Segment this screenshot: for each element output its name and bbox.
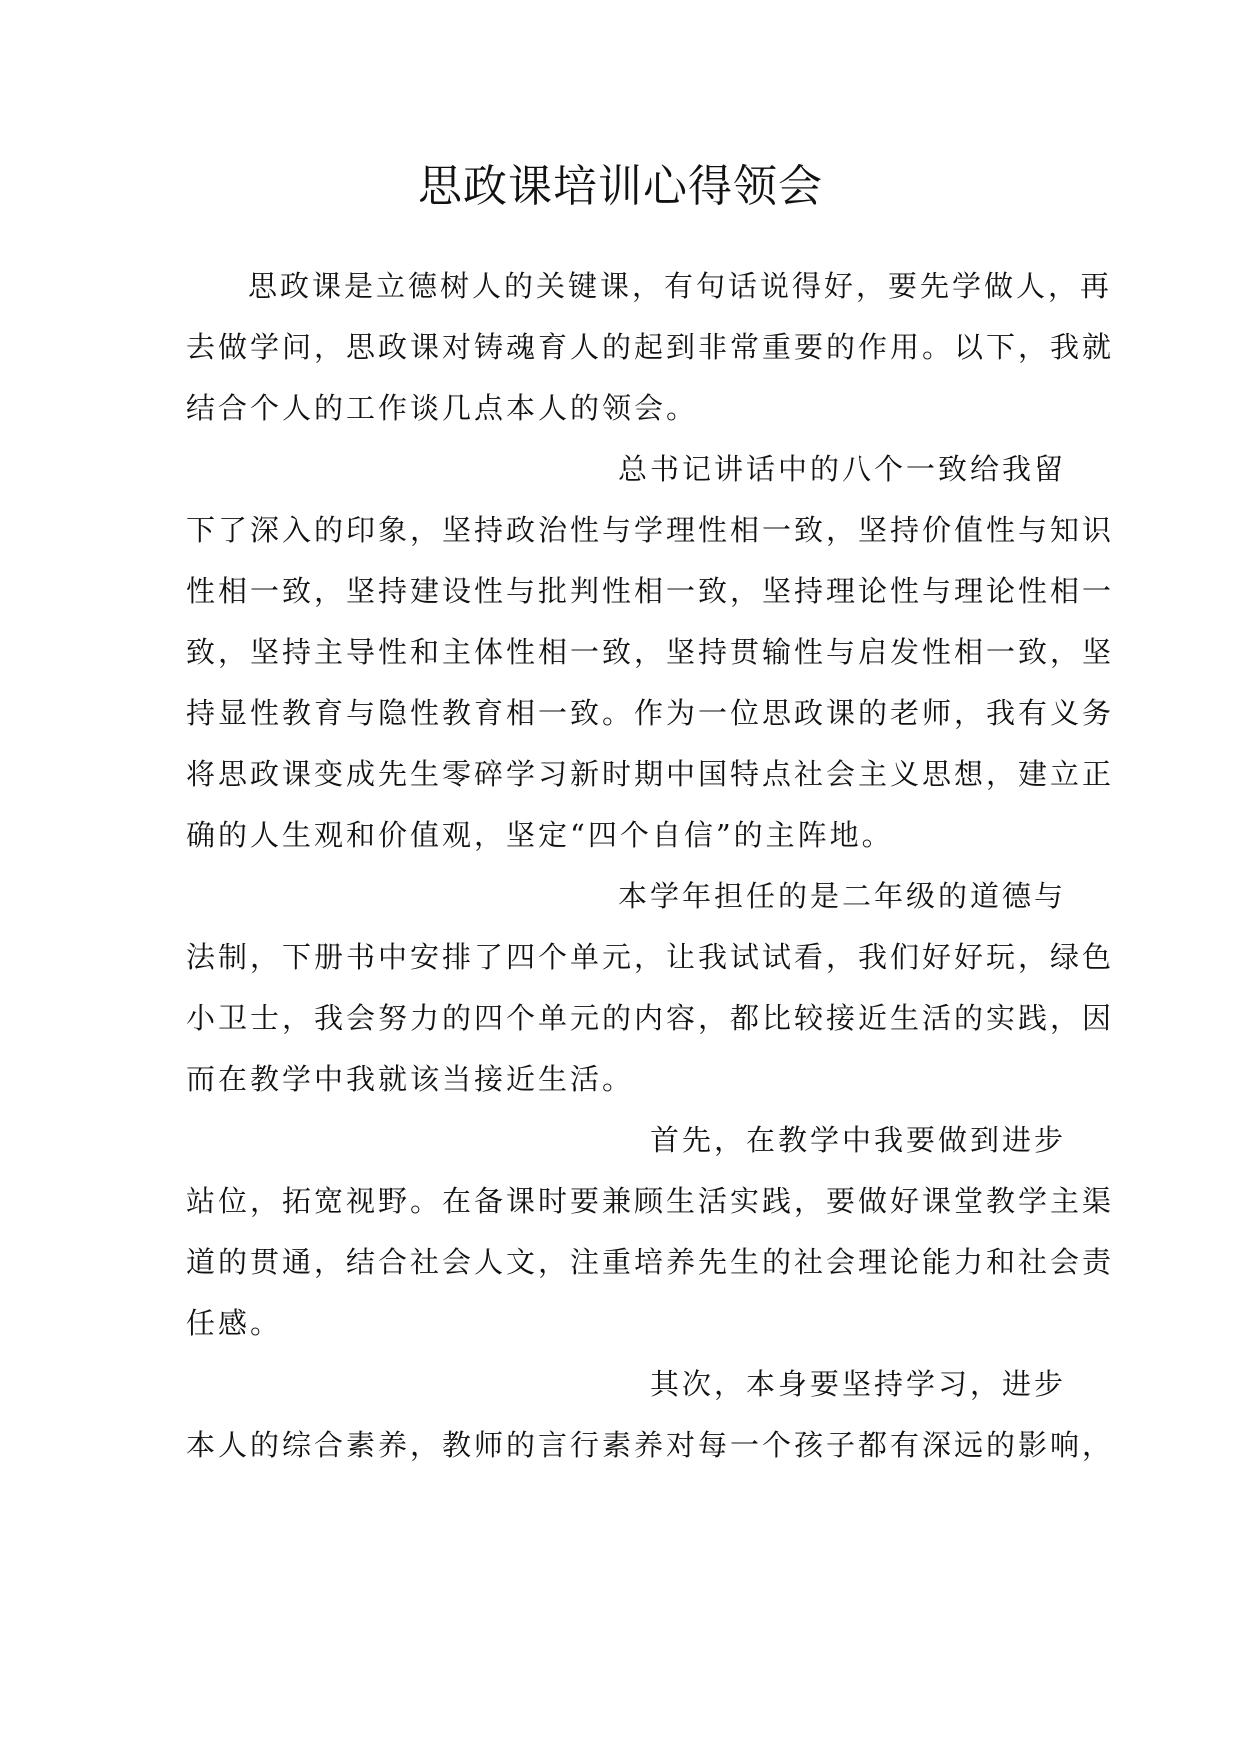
page-title: 思政课培训心得领会 xyxy=(418,161,823,212)
paragraph-line: 致，坚持主导性和主体性相一致，坚持贯输性与启发性相一致，坚 xyxy=(186,635,1115,669)
paragraph-line: 性相一致，坚持建设性与批判性相一致，坚持理论性与理论性相一 xyxy=(186,574,1115,608)
paragraph-line: 道的贯通，结合社会人文，注重培养先生的社会理论能力和社会责 xyxy=(186,1245,1115,1279)
paragraph-line: 小卫士，我会努力的四个单元的内容，都比较接近生活的实践，因 xyxy=(186,1001,1115,1035)
paragraph-line: 而在教学中我就该当接近生活。 xyxy=(186,1062,635,1096)
paragraph-line: 其次，本身要坚持学习，进步 xyxy=(649,1367,1066,1401)
paragraph-line: 结合个人的工作谈几点本人的领会。 xyxy=(186,391,699,425)
paragraph-line: 站位，拓宽视野。在备课时要兼顾生活实践，要做好课堂教学主渠 xyxy=(186,1184,1115,1218)
paragraph-line: 思政课是立德树人的关键课，有句话说得好，要先学做人，再 xyxy=(248,269,1113,303)
paragraph-line: 确的人生观和价值观，坚定“四个自信”的主阵地。 xyxy=(186,818,894,852)
paragraph-line: 本人的综合素养，教师的言行素养对每一个孩子都有深远的影响， xyxy=(186,1428,1115,1462)
paragraph-line: 持显性教育与隐性教育相一致。作为一位思政课的老师，我有义务 xyxy=(186,696,1115,730)
paragraph-line: 本学年担任的是二年级的道德与 xyxy=(617,879,1066,913)
paragraph-line: 下了深入的印象，坚持政治性与学理性相一致，坚持价值性与知识 xyxy=(186,513,1115,547)
paragraph-line: 去做学问，思政课对铸魂育人的起到非常重要的作用。以下，我就 xyxy=(186,330,1115,364)
paragraph-line: 将思政课变成先生零碎学习新时期中国特点社会主义思想，建立正 xyxy=(186,757,1115,791)
paragraph-line: 任感。 xyxy=(186,1306,283,1340)
paragraph-line: 首先，在教学中我要做到进步 xyxy=(649,1123,1066,1157)
paragraph-line: 法制，下册书中安排了四个单元，让我试试看，我们好好玩，绿色 xyxy=(186,940,1115,974)
paragraph-line: 总书记讲话中的八个一致给我留 xyxy=(617,452,1066,486)
